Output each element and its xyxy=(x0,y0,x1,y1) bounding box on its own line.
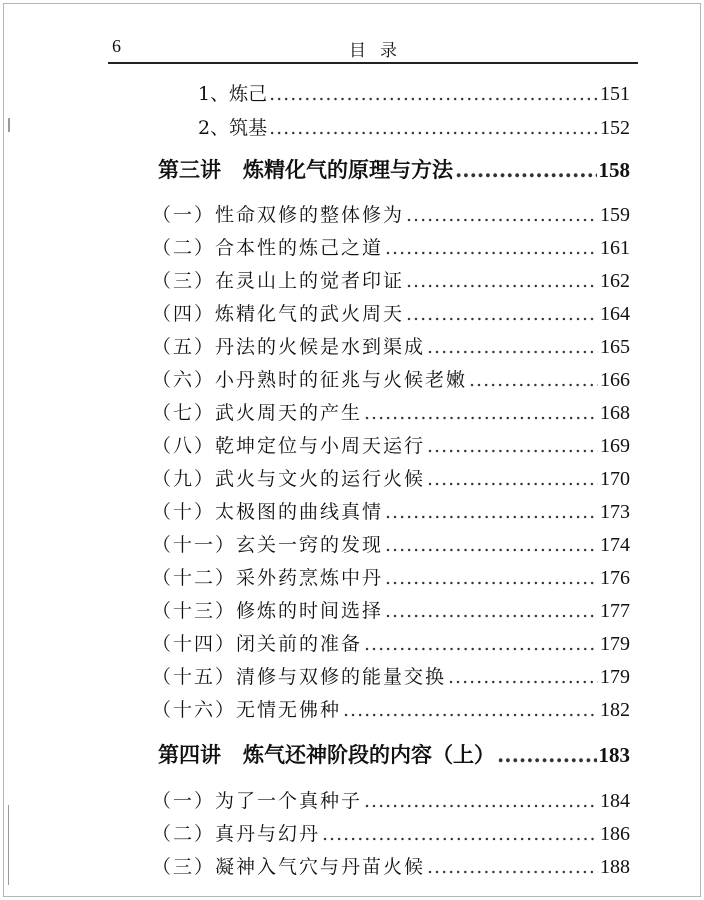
toc-entry-page: 174 xyxy=(600,534,630,556)
toc-entry[interactable] xyxy=(152,200,630,227)
dot-leader xyxy=(385,534,598,556)
dot-leader xyxy=(427,336,598,358)
toc-entry[interactable] xyxy=(152,530,630,557)
toc-entry-page: 173 xyxy=(600,501,630,523)
toc-entry-page: 159 xyxy=(600,204,630,226)
toc-entry[interactable] xyxy=(152,786,630,813)
toc-chapter-4[interactable] xyxy=(158,739,630,769)
toc-entry-title: （二）真丹与幻丹 xyxy=(152,823,321,845)
toc-entry-page: 188 xyxy=(600,856,630,878)
toc-entry[interactable] xyxy=(152,233,630,260)
dot-leader xyxy=(343,699,598,721)
toc-sub-entry[interactable] xyxy=(198,79,630,106)
toc-entry-page: 176 xyxy=(600,567,630,589)
dot-leader xyxy=(322,823,598,845)
toc-entry-page: 151 xyxy=(600,83,630,105)
page-number: 6 xyxy=(112,36,121,56)
scan-mark xyxy=(8,805,9,885)
dot-leader xyxy=(427,435,598,457)
toc-entry-title: （十五）清修与双修的能量交换 xyxy=(152,666,447,688)
dot-leader xyxy=(385,501,598,523)
toc-entry[interactable] xyxy=(152,629,630,656)
toc-entry-title: （七）武火周天的产生 xyxy=(152,402,363,424)
toc-entry[interactable] xyxy=(152,497,630,524)
dot-leader xyxy=(364,633,598,655)
toc-entry-page: 166 xyxy=(600,369,630,391)
toc-entry[interactable] xyxy=(152,563,630,590)
dot-leader xyxy=(497,742,597,767)
toc-entry-title: （三）凝神入气穴与丹苗火候 xyxy=(152,856,426,878)
dot-leader xyxy=(364,402,598,424)
toc-entry[interactable] xyxy=(152,431,630,458)
toc-entry-title: （六）小丹熟时的征兆与火候老嫩 xyxy=(152,369,468,391)
toc-entry-title: （十六）无情无佛种 xyxy=(152,699,342,721)
chapter-page: 158 xyxy=(598,158,630,182)
toc-entry-title: （二）合本性的炼己之道 xyxy=(152,237,384,259)
toc-entry[interactable] xyxy=(152,299,630,326)
toc-entry[interactable] xyxy=(152,695,630,722)
chapter-page: 183 xyxy=(598,743,630,767)
toc-entry-page: 152 xyxy=(600,117,630,139)
dot-leader xyxy=(427,468,598,490)
toc-entry-title: （八）乾坤定位与小周天运行 xyxy=(152,435,426,457)
dot-leader xyxy=(406,270,598,292)
toc-entry-title: （十二）采外药烹炼中丹 xyxy=(152,567,384,589)
toc-entry-page: 184 xyxy=(600,790,630,812)
dot-leader xyxy=(448,666,598,688)
toc-entry[interactable] xyxy=(152,662,630,689)
running-title: 目录 xyxy=(349,41,411,61)
toc-sub-entry[interactable] xyxy=(198,113,630,140)
toc-entry[interactable] xyxy=(152,365,630,392)
toc-entry[interactable] xyxy=(152,819,630,846)
toc-entry-page: 164 xyxy=(600,303,630,325)
dot-leader xyxy=(455,157,597,182)
chapter-heading xyxy=(158,154,453,184)
dot-leader xyxy=(364,790,598,812)
toc-entry-title: （四）炼精化气的武火周天 xyxy=(152,303,405,325)
toc-entry-page: 177 xyxy=(600,600,630,622)
toc-entry-title: （十三）修炼的时间选择 xyxy=(152,600,384,622)
scan-mark xyxy=(8,118,10,132)
toc-entry-title: （十）太极图的曲线真情 xyxy=(152,501,384,523)
chapter-number: 第三讲 xyxy=(158,158,221,182)
dot-leader xyxy=(269,83,598,105)
toc-entry-page: 162 xyxy=(600,270,630,292)
toc-entry-page: 182 xyxy=(600,699,630,721)
page-header xyxy=(108,36,638,60)
toc-entry-title: （五）丹法的火候是水到渠成 xyxy=(152,336,426,358)
header-rule xyxy=(108,62,638,64)
chapter-number: 第四讲 xyxy=(158,743,221,767)
toc-entry-page: 161 xyxy=(600,237,630,259)
dot-leader xyxy=(385,567,598,589)
toc-entry-title: 2、筑基 xyxy=(198,117,268,139)
toc-entry-page: 168 xyxy=(600,402,630,424)
dot-leader xyxy=(385,600,598,622)
toc-entry[interactable] xyxy=(152,398,630,425)
toc-entry-title: （十四）闭关前的准备 xyxy=(152,633,363,655)
toc-entry[interactable] xyxy=(152,852,630,879)
toc-entry[interactable] xyxy=(152,332,630,359)
toc-entry-page: 165 xyxy=(600,336,630,358)
toc-entry-title: 1、炼己 xyxy=(198,83,268,105)
chapter-heading xyxy=(158,739,495,769)
chapter-title: 炼精化气的原理与方法 xyxy=(243,158,453,182)
chapter-title: 炼气还神阶段的内容（上） xyxy=(243,743,495,767)
toc-entry[interactable] xyxy=(152,266,630,293)
toc-entry-title: （三）在灵山上的觉者印证 xyxy=(152,270,405,292)
dot-leader xyxy=(469,369,598,391)
toc-entry[interactable] xyxy=(152,464,630,491)
toc-entry-page: 169 xyxy=(600,435,630,457)
toc-entry-title: （一）为了一个真种子 xyxy=(152,790,363,812)
dot-leader xyxy=(427,856,598,878)
toc-entry-page: 179 xyxy=(600,633,630,655)
toc-entry-page: 170 xyxy=(600,468,630,490)
dot-leader xyxy=(269,117,598,139)
dot-leader xyxy=(385,237,598,259)
toc-chapter-3[interactable] xyxy=(158,154,630,184)
toc-entry-page: 179 xyxy=(600,666,630,688)
toc-entry-page: 186 xyxy=(600,823,630,845)
toc-entry-title: （一）性命双修的整体修为 xyxy=(152,204,405,226)
dot-leader xyxy=(406,204,598,226)
toc-entry-title: （十一）玄关一窍的发现 xyxy=(152,534,384,556)
toc-entry[interactable] xyxy=(152,596,630,623)
dot-leader xyxy=(406,303,598,325)
toc-entry-title: （九）武火与文火的运行火候 xyxy=(152,468,426,490)
